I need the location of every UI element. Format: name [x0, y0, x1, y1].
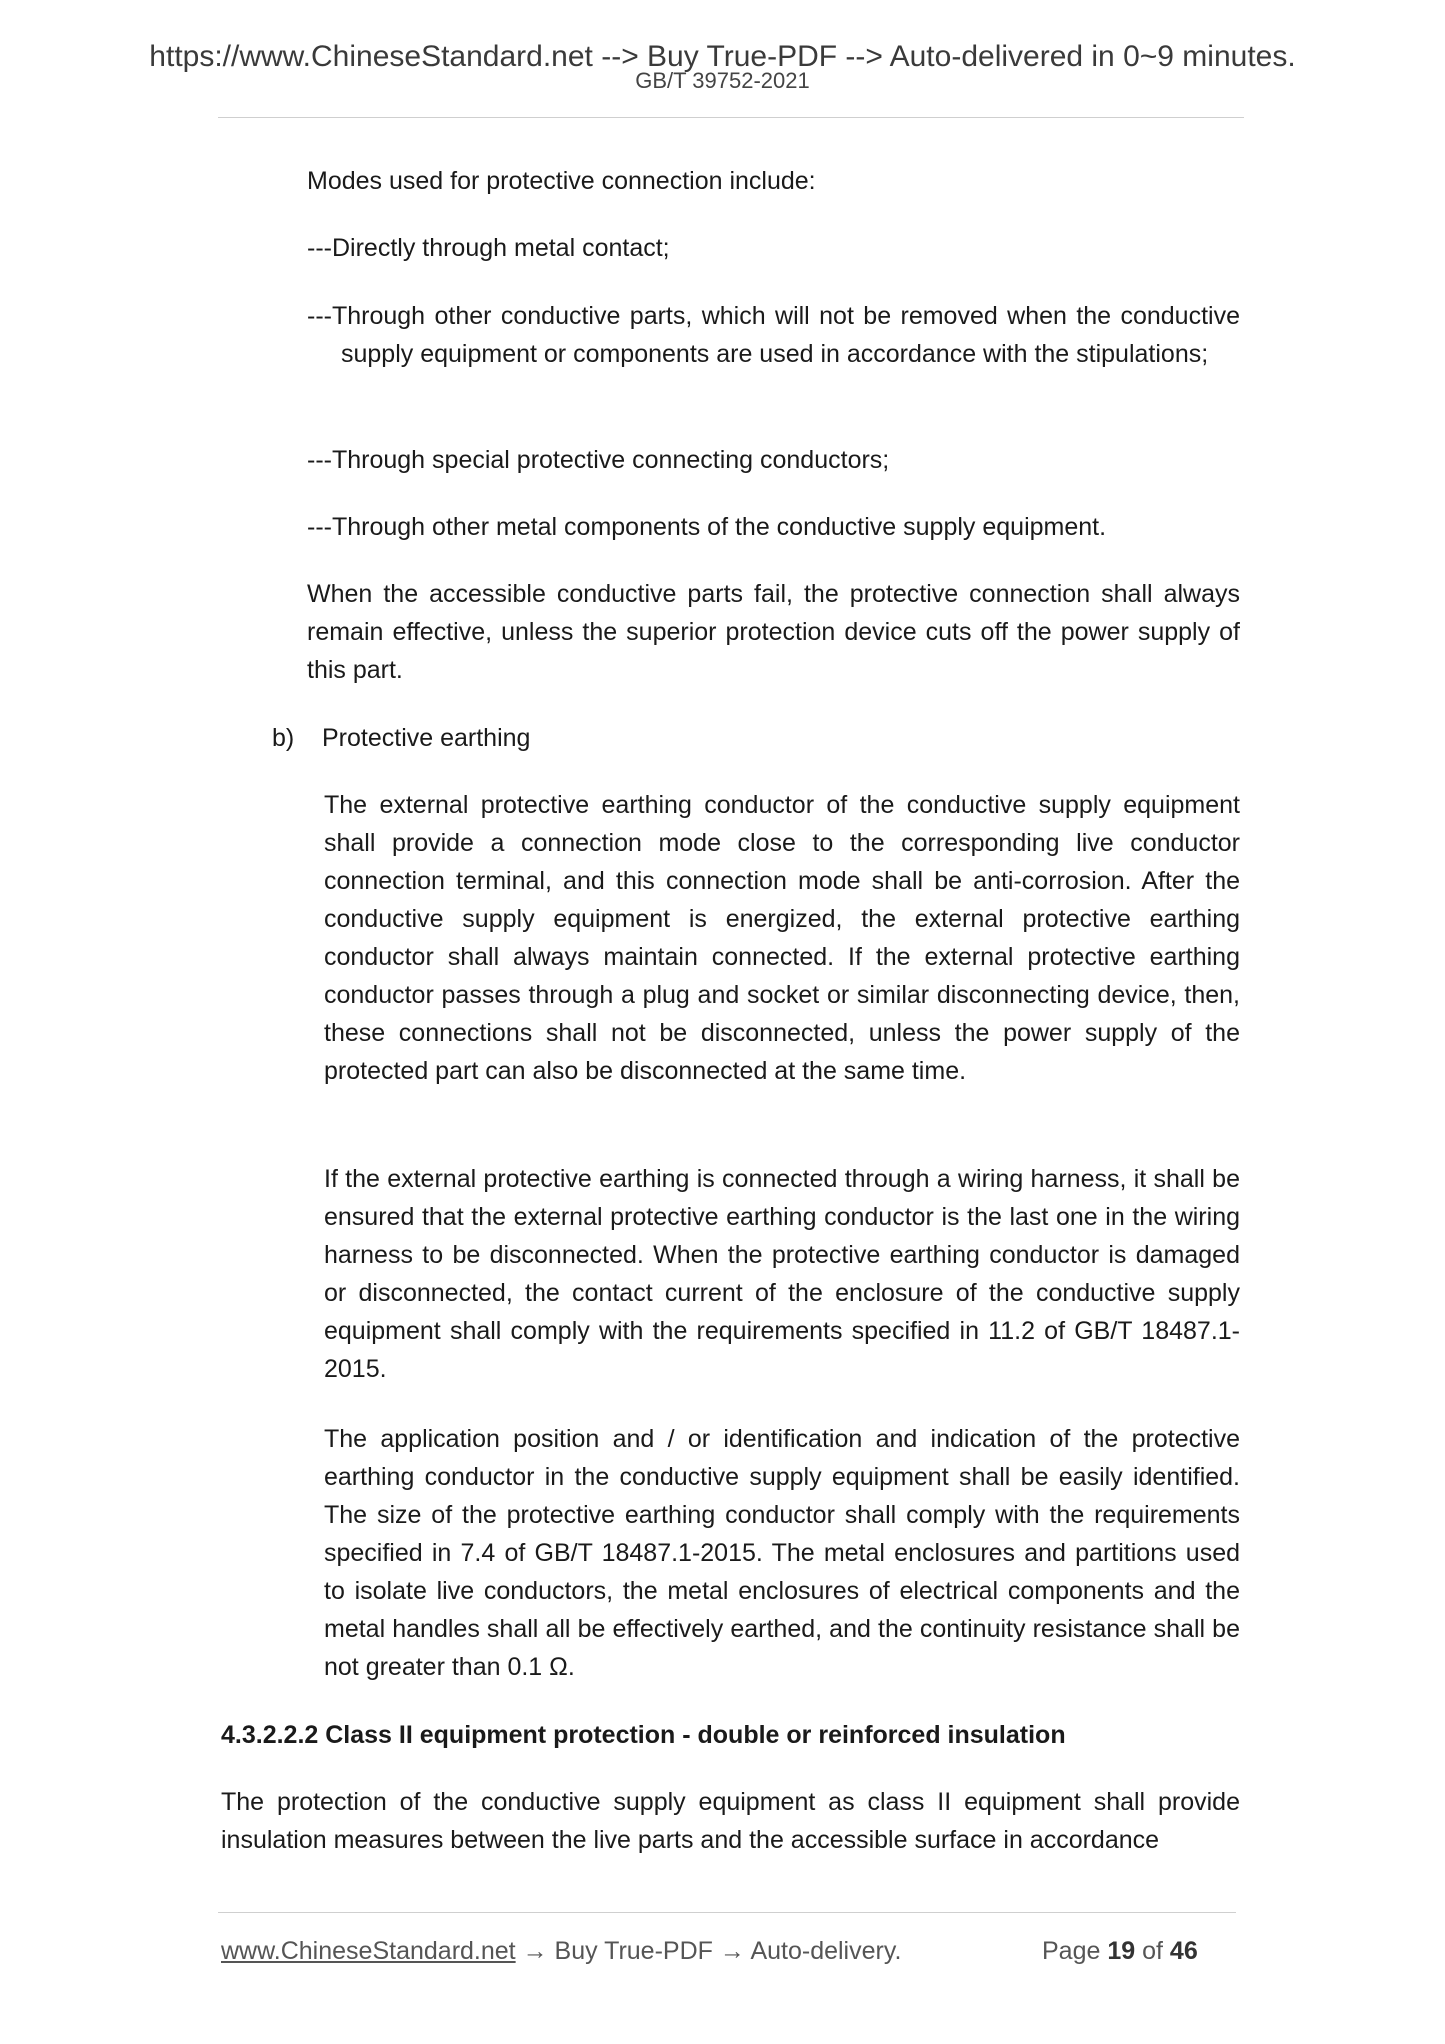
section-heading-4-3-2-2-2: 4.3.2.2.2 Class II equipment protection - double or reinforced insulation	[221, 1721, 1066, 1749]
header-banner: https://www.ChineseStandard.net --> Buy True-PDF --> Auto-delivered in 0~9 minutes.	[149, 40, 1296, 73]
earthing-paragraph-2: If the external protective earthing is connected through a wiring harness, it shall be ensured that the external protective earthing conductor is the last one in the wiring harness to be disconnected. When the protective earthing conductor is damaged or disconnected, the contact current of the enclosure of the conductive supply equipment shall comply with the requirements specified in 11.2 of GB/T 18487.1-2015.	[324, 1165, 1240, 1383]
footer-divider	[218, 1912, 1236, 1913]
dash-item-4: ---Through other metal components of the conductive supply equipment.	[307, 513, 1107, 541]
protective-earthing-title: Protective earthing	[322, 724, 531, 752]
dash-item-2: ---Through other conductive parts, which will not be removed when the conductive supply equipment or components are used in accordance with the stipulations;	[307, 302, 1240, 368]
intro-paragraph: Modes used for protective connection include:	[307, 167, 816, 195]
dash-item-1: ---Directly through metal contact;	[307, 234, 670, 262]
arrow-icon: →	[522, 1937, 548, 1965]
header-divider	[218, 117, 1244, 118]
earthing-paragraph-1: The external protective earthing conductor of the conductive supply equipment shall provide a connection mode close to the corresponding live conductor connection terminal, and this connection mode shall be anti-corrosion. After the conductive supply equipment is energized, the external protective earthing conductor shall always maintain connected. If the external protective earthing conductor passes through a plug and socket or similar disconnecting device, then, these connections shall not be disconnected, unless the power supply of the protected part can also be disconnected at the same time.	[324, 791, 1240, 1085]
failure-paragraph: When the accessible conductive parts fail, the protective connection shall always remain effective, unless the superior protection device cuts off the power supply of this part.	[307, 580, 1240, 684]
auto-delivery-text: Auto-delivery.	[750, 1937, 902, 1965]
arrow-icon: →	[719, 1937, 745, 1965]
list-label-b: b)	[272, 724, 295, 752]
page-total: 46	[1169, 1937, 1198, 1965]
page-number: 19	[1107, 1937, 1136, 1965]
page-label: Page	[1042, 1937, 1101, 1965]
site-link[interactable]: www.ChineseStandard.net	[221, 1937, 516, 1965]
class-ii-paragraph: The protection of the conductive supply equipment as class II equipment shall provide insulation measures between the live parts and the accessible surface in accordance	[221, 1788, 1240, 1854]
earthing-paragraph-3: The application position and / or identification and indication of the protective earthing conductor in the conductive supply equipment shall be easily identified. The size of the protective earthing conductor shall comply with the requirements specified in 7.4 of GB/T 18487.1-2015. The metal enclosures and partitions used to isolate live conductors, the metal enclosures of electrical components and the metal handles shall all be effectively earthed, and the continuity resistance shall be not greater than 0.1 Ω.	[324, 1425, 1240, 1681]
of-label: of	[1142, 1937, 1163, 1965]
buy-true-pdf-text: Buy True-PDF	[554, 1937, 713, 1965]
footer-links	[221, 1934, 901, 1968]
document-id: GB/T 39752-2021	[635, 68, 810, 93]
page-indicator	[1042, 1934, 1198, 1968]
dash-item-3: ---Through special protective connecting conductors;	[307, 446, 890, 474]
